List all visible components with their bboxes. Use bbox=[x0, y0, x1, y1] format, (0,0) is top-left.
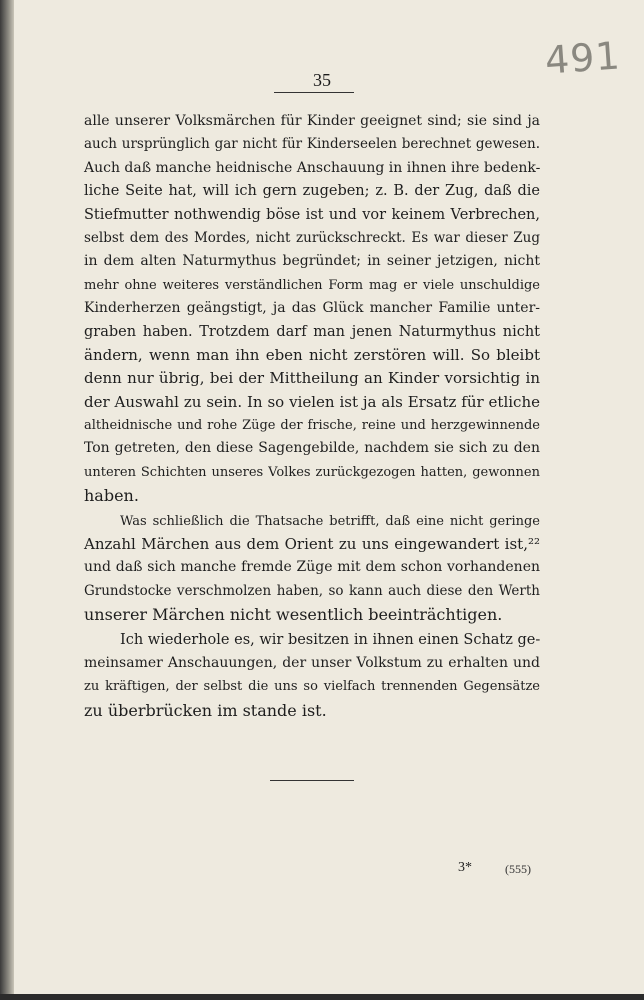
text-line: liche Seite hat, will ich gern zugeben; z. B. der Zug, daß die bbox=[84, 183, 540, 200]
print-number: (555) bbox=[505, 862, 531, 876]
text-line: altheidnische und rohe Züge der frische, reine und herzgewinnende bbox=[84, 418, 540, 434]
text-line: auch ursprünglich gar nicht für Kinderseelen berechnet gewesen. bbox=[84, 136, 540, 153]
text-line: meinsamer Anschauungen, der unser Volkstum zu erhalten und bbox=[84, 654, 540, 671]
text-line: Ton getreten, den diese Sagengebilde, nachdem sie sich zu den bbox=[84, 440, 540, 457]
text-line: zu kräftigen, der selbst die uns so vielfach trennenden Gegensätze bbox=[84, 679, 540, 695]
text-line: unserer Märchen nicht wesentlich beeinträchtigen. bbox=[84, 605, 503, 625]
text-line: Auch daß manche heidnische Anschauung in ihnen ihre bedenk- bbox=[84, 159, 541, 176]
text-line: selbst dem des Mordes, nicht zurückschreckt. Es war dieser Zug bbox=[84, 229, 540, 246]
text-line: mehr ohne weiteres verständlichen Form mag er viele unschuldige bbox=[84, 277, 540, 293]
text-line: und daß sich manche fremde Züge mit dem schon vorhandenen bbox=[84, 559, 540, 576]
text-line: haben. bbox=[84, 486, 139, 506]
text-line: Ich wiederhole es, wir besitzen in ihnen einen Schatz ge- bbox=[120, 631, 541, 648]
page-number: 35 bbox=[313, 70, 331, 90]
header-rule bbox=[274, 92, 354, 93]
text-line: Kinderherzen geängstigt, ja das Glück mancher Familie unter- bbox=[84, 300, 540, 317]
text-line: Stiefmutter nothwendig böse ist und vor keinem Verbrechen, bbox=[84, 206, 540, 223]
body-text bbox=[84, 110, 540, 722]
text-line: unteren Schichten unseres Volkes zurückgezogen hatten, gewonnen bbox=[84, 464, 540, 480]
pencil-folio-number: 491 bbox=[543, 33, 622, 83]
section-end-rule bbox=[270, 780, 354, 781]
text-line: Anzahl Märchen aus dem Orient zu uns eingewandert ist,²² bbox=[84, 535, 540, 554]
page-bottom-edge bbox=[0, 994, 644, 1000]
text-line: Was schließlich die Thatsache betrifft, daß eine nicht geringe bbox=[120, 513, 540, 529]
text-line: Grundstocke verschmolzen haben, so kann auch diese den Werth bbox=[84, 582, 540, 599]
text-line: alle unserer Volksmärchen für Kinder geeignet sind; sie sind ja bbox=[84, 113, 540, 129]
text-line: in dem alten Naturmythus begründet; in seiner jetzigen, nicht bbox=[84, 253, 540, 270]
text-line: denn nur übrig, bei der Mittheilung an Kinder vorsichtig in bbox=[84, 369, 540, 388]
book-gutter bbox=[0, 0, 14, 1000]
text-line: graben haben. Trotzdem darf man jenen Naturmythus nicht bbox=[84, 323, 540, 340]
text-line: ändern, wenn man ihn eben nicht zerstören will. So bleibt bbox=[84, 345, 540, 364]
text-line: zu überbrücken im stande ist. bbox=[84, 700, 327, 720]
signature-mark: 3* bbox=[458, 860, 472, 875]
text-line: der Auswahl zu sein. In so vielen ist ja als Ersatz für etliche bbox=[84, 392, 540, 411]
